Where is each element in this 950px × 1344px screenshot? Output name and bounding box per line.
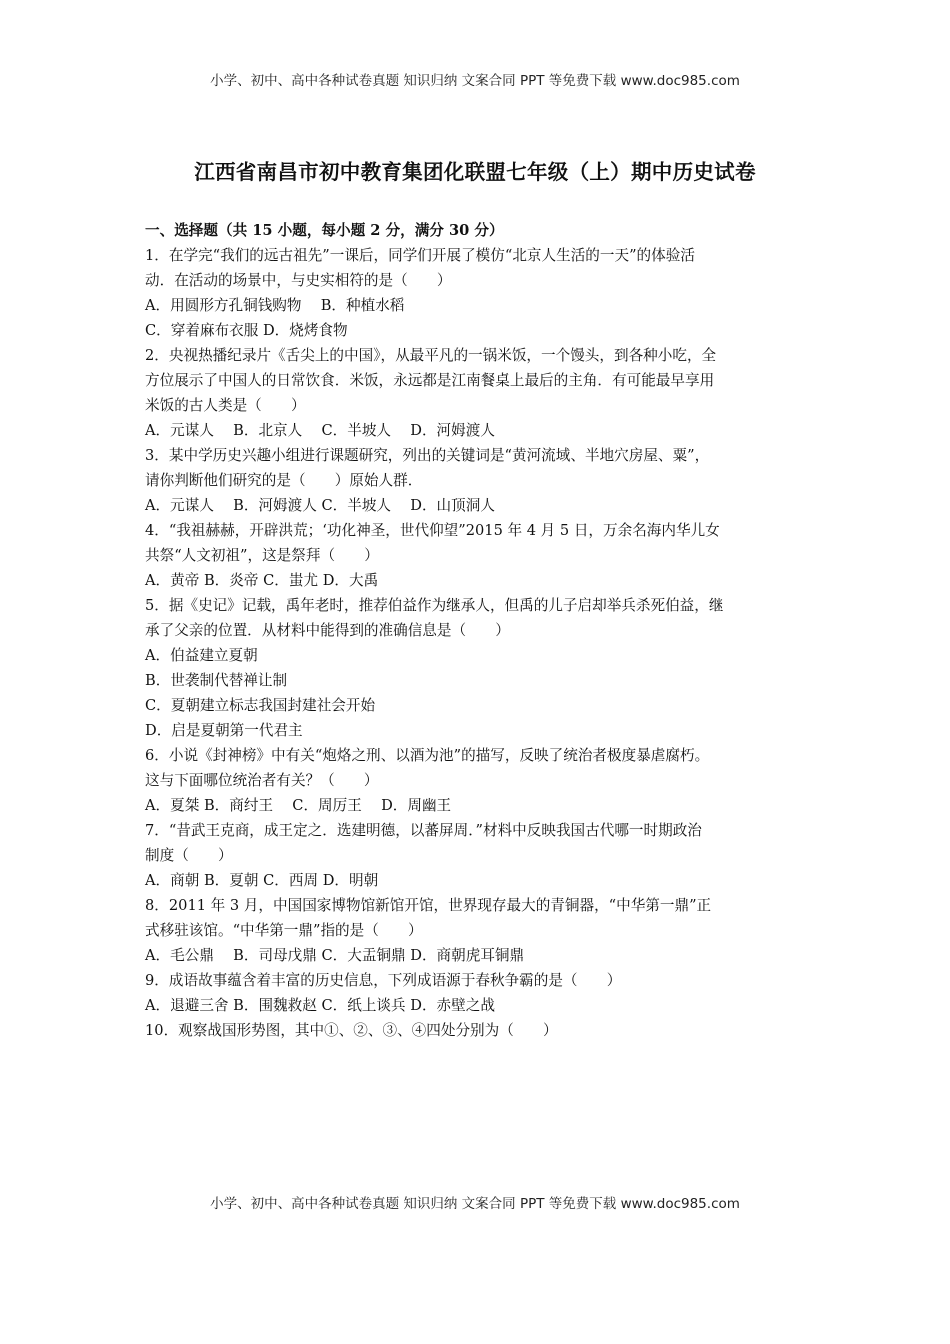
question-stem-line: 2．央视热播纪录片《舌尖上的中国》，从最平凡的一锅米饭，一个馒头，到各种小吃，全: [145, 347, 717, 364]
answer-options: A．黄帝 B．炎帝 C．蚩尤 D．大禹: [145, 572, 379, 589]
question-stem-line: 这与下面哪位统治者有关？（ ）: [145, 772, 379, 789]
question-stem-line: 6．小说《封神榜》中有关“炮烙之刑、以酒为池”的描写，反映了统治者极度暴虐腐朽。: [145, 747, 710, 764]
answer-options: A．商朝 B．夏朝 C．西周 D．明朝: [145, 872, 379, 889]
question-stem-line: 制度（ ）: [145, 847, 233, 864]
question-stem-line: 动．在活动的场景中，与史实相符的是（ ）: [145, 272, 452, 289]
page-footer-banner: 小学、初中、高中各种试卷真题 知识归纳 文案合同 PPT 等免费下载 www.doc985.com: [210, 1196, 740, 1212]
question-stem-line: 米饭的古人类是（ ）: [145, 397, 306, 414]
answer-options: A．元谋人 B．河姆渡人 C．半坡人 D．山顶洞人: [145, 497, 495, 514]
page-header-banner: 小学、初中、高中各种试卷真题 知识归纳 文案合同 PPT 等免费下载 www.doc985.com: [210, 73, 740, 89]
question-stem-line: 请你判断他们研究的是（ ）原始人群．: [145, 472, 423, 489]
answer-options: C．夏朝建立标志我国封建社会开始: [145, 697, 376, 714]
question-stem-line: 7．“昔武王克商，成王定之．选建明德，以蕃屏周．”材料中反映我国古代哪一时期政治: [145, 822, 702, 839]
exam-content: [145, 218, 809, 1043]
question-item: [145, 343, 809, 443]
question-stem-line: 4．“我祖赫赫，开辟洪荒；‘功化神圣，世代仰望”2015 年 4 月 5 日，万余名海内华儿女: [145, 522, 720, 539]
answer-options: B．世袭制代替禅让制: [145, 672, 288, 689]
question-stem-line: 3．某中学历史兴趣小组进行课题研究，列出的关键词是“黄河流域、半地穴房屋、粟”，: [145, 447, 710, 464]
question-item: [145, 243, 809, 343]
question-item: [145, 893, 809, 968]
question-stem-line: 承了父亲的位置．从材料中能得到的准确信息是（ ）: [145, 622, 510, 639]
question-item: [145, 818, 809, 893]
question-stem-line: 10．观察战国形势图，其中①、②、③、④四处分别为（ ）: [145, 1022, 558, 1039]
question-stem-line: 5．据《史记》记载，禹年老时，推荐伯益作为继承人，但禹的儿子启却举兵杀死伯益，继: [145, 597, 724, 614]
page-title: 江西省南昌市初中教育集团化联盟七年级（上）期中历史试卷: [194, 160, 756, 184]
question-item: [145, 518, 809, 593]
answer-options: C．穿着麻布衣服 D．烧烤食物: [145, 322, 348, 339]
question-stem-line: 方位展示了中国人的日常饮食．米饭，永远都是江南餐桌上最后的主角．有可能最早享用: [145, 372, 715, 389]
question-item: [145, 443, 809, 518]
question-item: [145, 743, 809, 818]
question-stem-line: 共祭“人文初祖”，这是祭拜（ ）: [145, 547, 379, 564]
question-item: [145, 593, 809, 743]
question-stem-line: 8．2011 年 3 月，中国国家博物馆新馆开馆，世界现存最大的青铜器，“中华第一鼎”正: [145, 897, 712, 914]
answer-options: D．启是夏朝第一代君主: [145, 722, 303, 739]
section-heading: 一、选择题（共 15 小题，每小题 2 分，满分 30 分）: [145, 222, 504, 239]
answer-options: A．用圆形方孔铜钱购物 B．种植水稻: [145, 297, 405, 314]
question-stem-line: 式移驻该馆。“中华第一鼎”指的是（ ）: [145, 922, 423, 939]
question-stem-line: 9．成语故事蕴含着丰富的历史信息，下列成语源于春秋争霸的是（ ）: [145, 972, 622, 989]
answer-options: A．退避三舍 B．围魏救赵 C．纸上谈兵 D．赤壁之战: [145, 997, 495, 1014]
question-item: [145, 1018, 809, 1043]
question-item: [145, 968, 809, 1018]
question-stem-line: 1．在学完“我们的远古祖先”一课后，同学们开展了模仿“北京人生活的一天”的体验活: [145, 247, 695, 264]
answer-options: A．毛公鼎 B．司母戊鼎 C．大盂铜鼎 D．商朝虎耳铜鼎: [145, 947, 525, 964]
answer-options: A．夏桀 B．商纣王 C．周厉王 D．周幽王: [145, 797, 452, 814]
question-list: [145, 243, 809, 1043]
answer-options: A．伯益建立夏朝: [145, 647, 258, 664]
answer-options: A．元谋人 B．北京人 C．半坡人 D．河姆渡人: [145, 422, 495, 439]
